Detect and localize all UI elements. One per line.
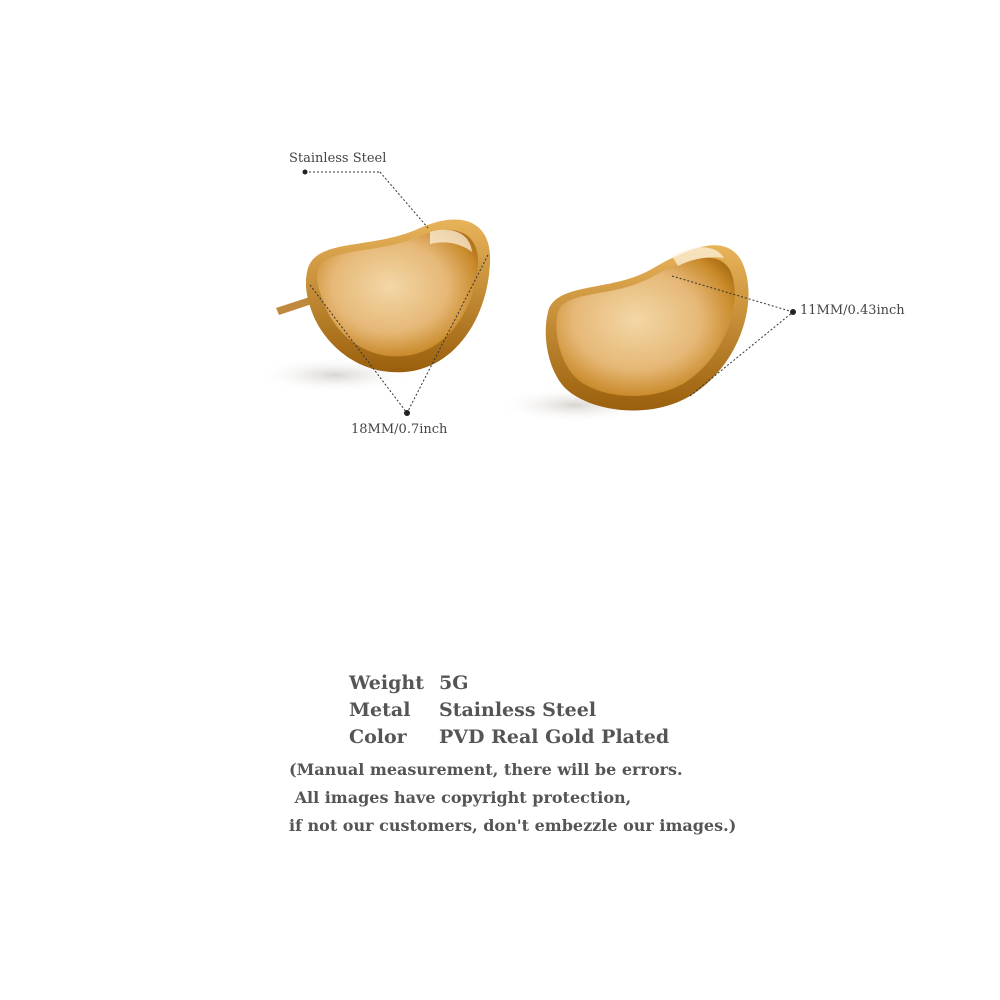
height-callout-label: 11MM/0.43inch [800,303,905,318]
spec-row-color [349,724,669,751]
height-marker-dot [790,309,796,315]
spec-label: Metal [349,699,411,721]
width-marker-dot [404,410,410,416]
material-marker-dot [303,170,308,175]
spec-row-metal [349,697,669,724]
right-earring [546,245,749,410]
spec-value: 5G [439,672,469,694]
width-callout-label: 18MM/0.7inch [351,422,448,437]
note-line: if not our customers, don't embezzle our images.) [289,816,737,835]
spec-value: Stainless Steel [439,699,597,721]
left-earring [306,219,490,372]
material-callout-label: Stainless Steel [289,151,387,166]
disclaimer-notes [289,756,736,840]
spec-row-weight [349,670,669,697]
note-line: (Manual measurement, there will be errors. [289,760,683,779]
material-pointer-line [380,172,428,228]
spec-label: Weight [349,672,424,694]
spec-label: Color [349,726,407,748]
spec-value: PVD Real Gold Plated [439,726,670,748]
spec-table [349,670,669,751]
note-line: All images have copyright protection, [289,788,632,807]
